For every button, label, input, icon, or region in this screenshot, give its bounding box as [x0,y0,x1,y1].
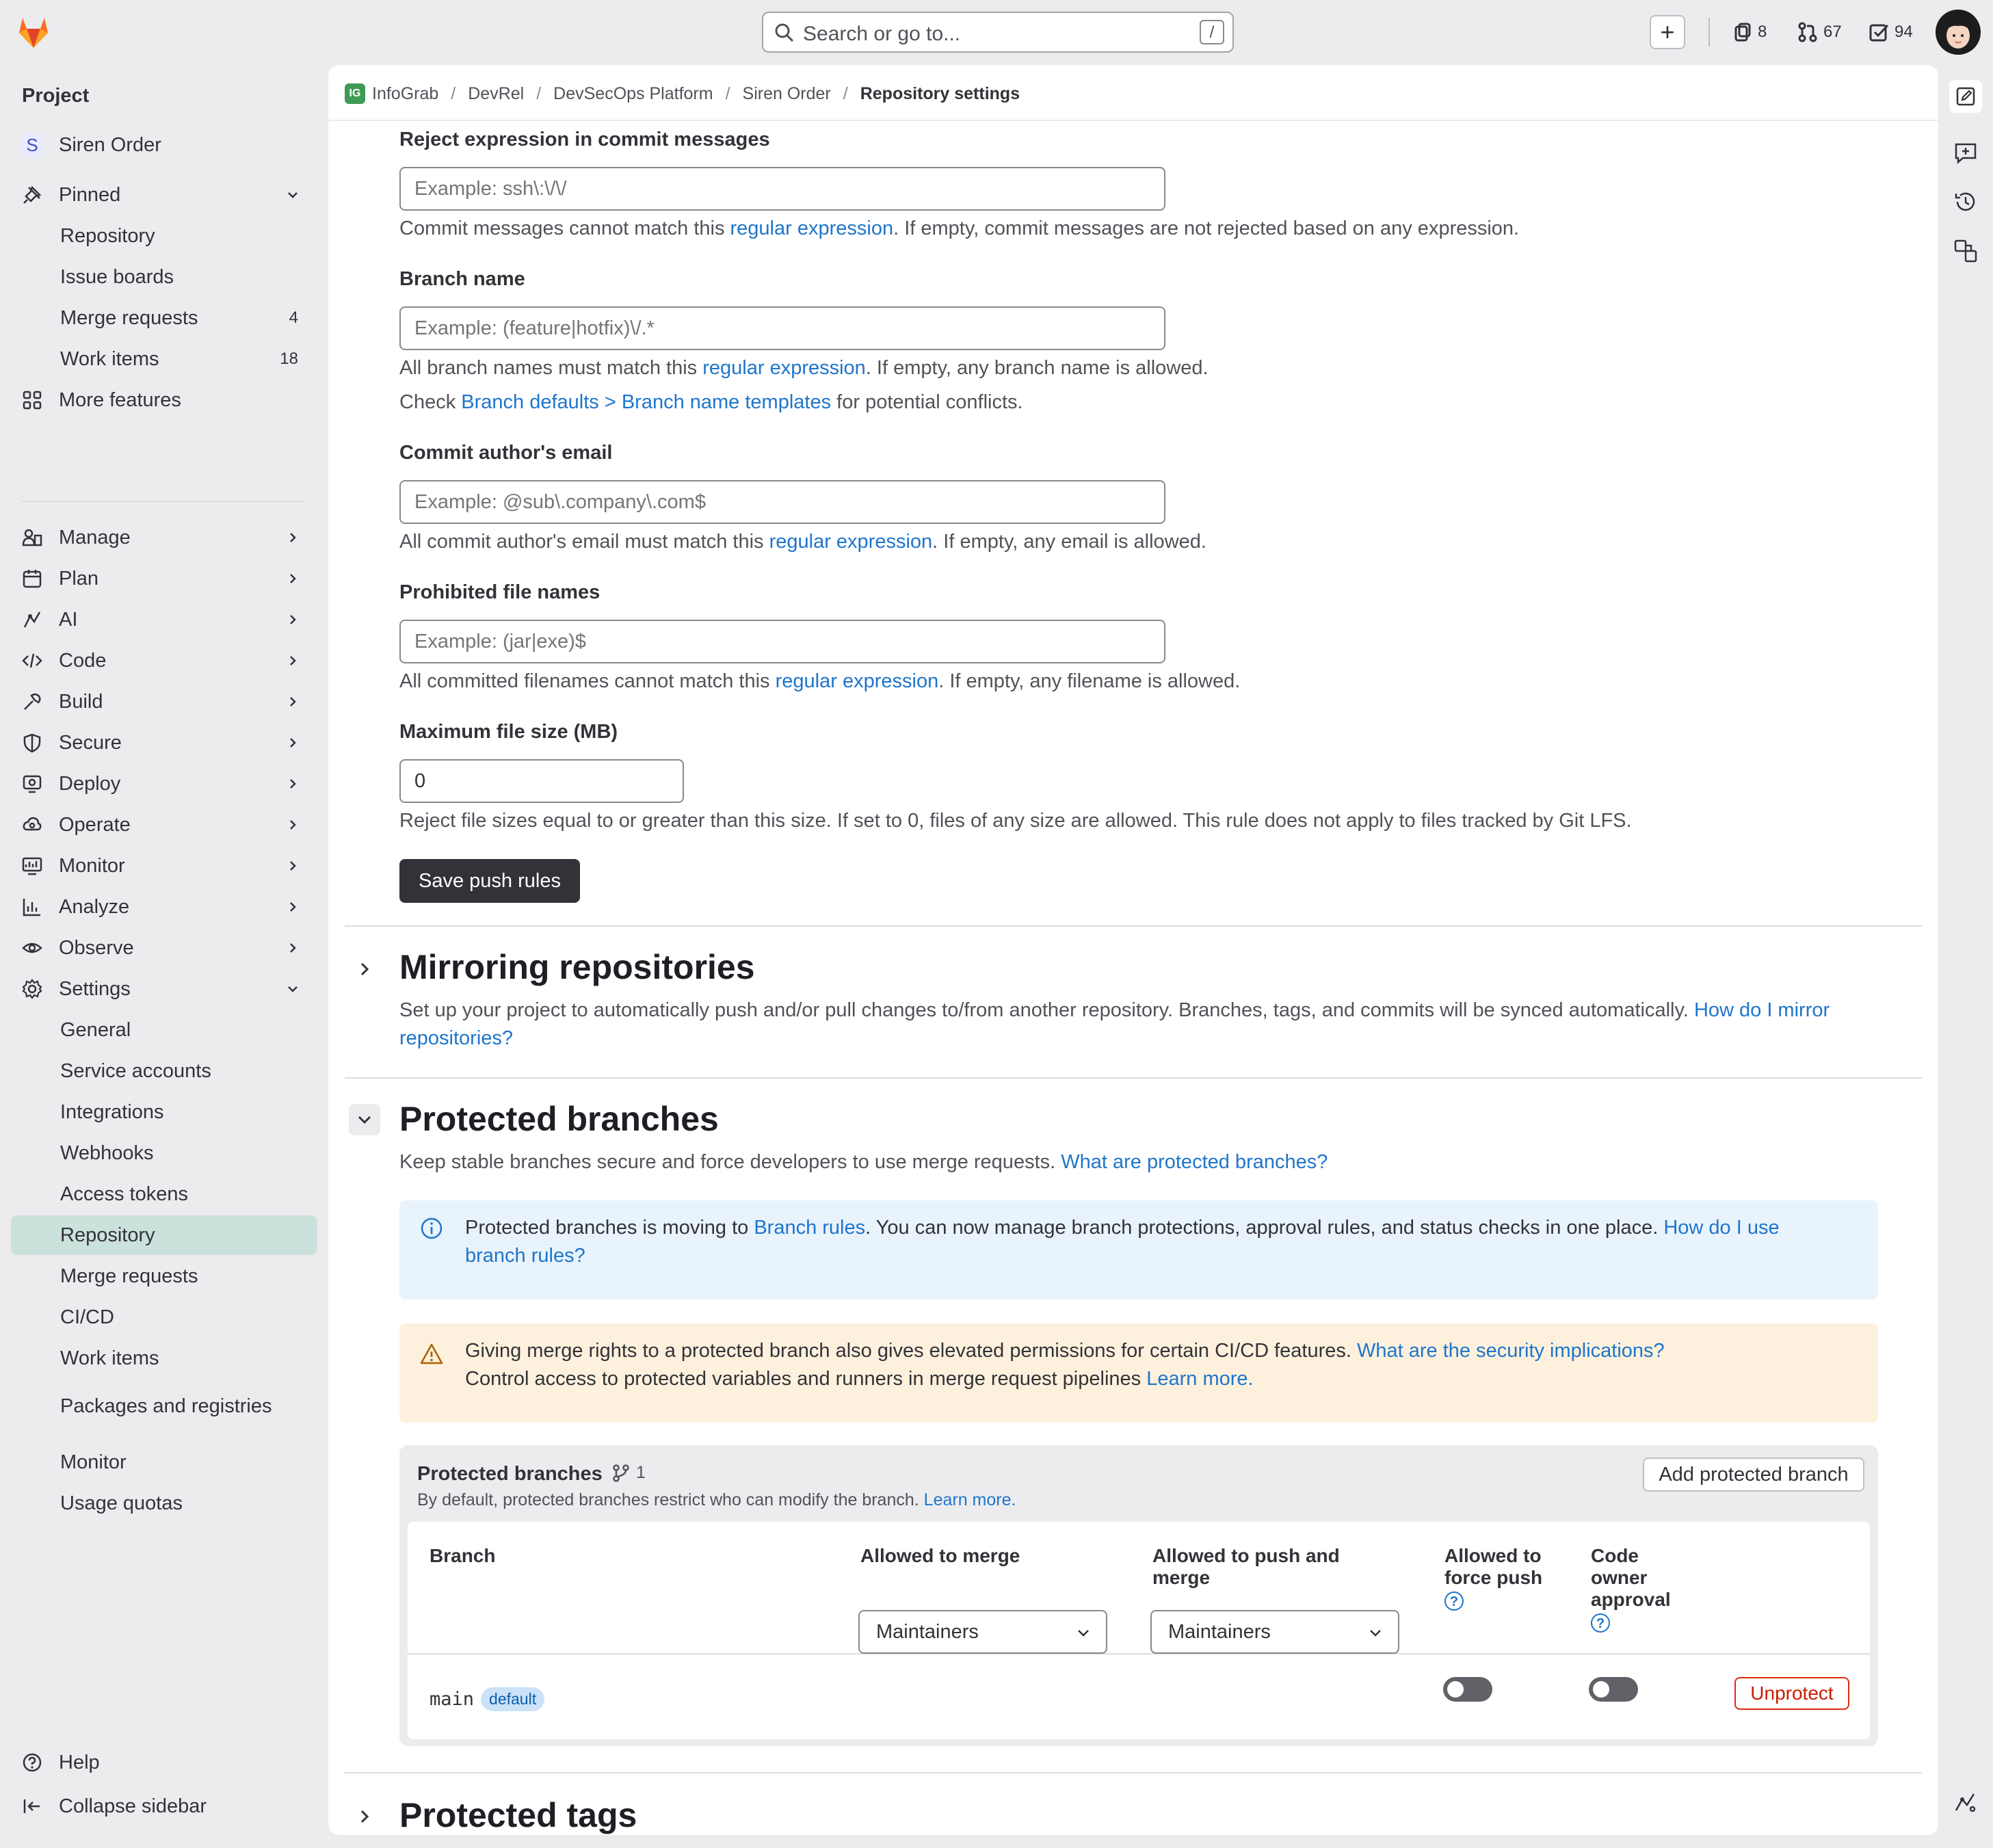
sidebar-item-ai[interactable] [11,600,317,639]
search-placeholder: Search or go to... [803,23,961,45]
help-icon[interactable]: ? [1591,1613,1610,1633]
sidebar-item-merge-requests-pinned[interactable] [11,298,317,338]
sidebar-item-access-tokens[interactable] [11,1174,317,1214]
help-text: All branch names must match this [399,357,703,379]
mirroring-expand-button[interactable] [349,953,380,985]
chevron-down-icon [1076,1625,1091,1640]
sidebar-item-cicd[interactable] [11,1297,317,1337]
table-divider [408,1653,1870,1654]
section-divider [345,1077,1922,1079]
protected-branches-card [399,1445,1878,1746]
chevron-right-icon [286,818,300,832]
sidebar-item-label: Help [59,1751,100,1773]
default-badge: default [481,1687,544,1711]
sidebar-item-label: Work items [60,347,159,370]
sidebar-item-label: Secure [59,731,122,754]
analyze-icon [21,895,44,919]
sidebar-item-label: Packages and registries [60,1395,272,1417]
force-push-toggle[interactable] [1443,1677,1492,1702]
help-text: . If empty, any branch name is allowed. [865,357,1209,379]
sidebar-divider [22,501,305,502]
regular-expression-link[interactable]: regular expression [769,531,933,553]
sidebar-item-label: Webhooks [60,1141,154,1164]
sidebar-item-label: Monitor [60,1451,127,1473]
mirroring-description [399,996,1904,1053]
protected-branches-description [399,1148,1904,1176]
branch-name[interactable]: main [430,1689,475,1710]
deploy-icon [21,772,44,795]
help-text: . If empty, any filename is allowed. [938,670,1241,692]
max-file-size-help: Reject file sizes equal to or greater than this size. If set to 0, files of any size are allowed. This rule does not apply to files tracked by Git LFS. [399,810,1632,832]
sidebar-item-label: Code [59,649,107,672]
branch-name-help-2 [399,391,1023,414]
breadcrumb-current[interactable]: Repository settings [860,83,1020,103]
sidebar-item-deploy[interactable] [11,764,317,804]
code-owner-approval-toggle[interactable] [1589,1677,1638,1702]
warning-alert [399,1323,1878,1423]
section-divider [345,1772,1922,1773]
reject-expression-help [399,217,1519,240]
sidebar-item-label: Settings [59,977,131,1000]
sidebar-item-merge-requests-settings[interactable] [11,1256,317,1296]
sidebar-item-monitor[interactable] [11,846,317,886]
sidebar-item-label: Access tokens [60,1183,188,1205]
help-text: All committed filenames cannot match this [399,670,776,692]
edit-icon[interactable] [1949,80,1982,113]
chevron-right-icon [286,777,300,791]
branch-name-label: Branch name [399,268,525,290]
branch-count-value: 1 [636,1463,646,1482]
project-avatar: S [21,133,44,157]
sidebar-item-label: Merge requests [60,306,198,329]
help-text: . If empty, commit messages are not rejected based on any expression. [893,217,1520,239]
toggle-knob [1593,1681,1609,1698]
sidebar-item-label: Observe [59,936,134,959]
help-text: . If empty, any email is allowed. [932,531,1206,553]
branch-icon [611,1464,631,1483]
branch-name-templates-link[interactable]: Branch defaults > Branch name templates [461,391,832,413]
breadcrumb-divider [328,120,1938,121]
create-new-button[interactable] [1650,15,1685,49]
breadcrumb [345,80,1020,107]
sidebar-item-repository-settings[interactable] [11,1215,317,1255]
warning-icon [420,1343,443,1366]
eye-icon [21,936,44,960]
regular-expression-link[interactable]: regular expression [730,217,894,239]
sidebar-item-label: CI/CD [60,1306,114,1328]
chevron-down-icon [1368,1625,1383,1640]
plus-icon: + [1660,18,1675,46]
todo-icon [1869,22,1889,42]
branch-count [611,1463,646,1483]
sidebar-item-label: Issue boards [60,265,174,288]
issues-count: 8 [1758,23,1767,41]
sidebar-more-features[interactable] [11,380,317,420]
sidebar-item-settings[interactable] [11,969,317,1009]
table-row-branch-cell [430,1687,544,1711]
sidebar-item-operate[interactable] [11,805,317,845]
description-text: Set up your project to automatically push and/or pull changes to/from another repository. Branches, tags, and commits will be synced automatically. [399,999,1694,1021]
sidebar-item-label: Service accounts [60,1059,211,1082]
manage-icon [21,526,44,549]
sidebar-item-work-items-settings[interactable] [11,1338,317,1378]
alert-text: . You can now manage branch protections, approval rules, and status checks in one place. [865,1217,1664,1239]
sidebar-item-label: Operate [59,813,131,836]
column-header-text: Allowed to force push [1444,1545,1543,1588]
author-email-label: Commit author's email [399,442,613,464]
prohibited-file-names-help [399,670,1240,693]
chevron-right-icon [286,859,300,873]
unprotect-button[interactable]: Unprotect [1734,1677,1849,1710]
branch-name-help [399,357,1209,380]
info-alert [399,1200,1878,1299]
reject-expression-label: Reject expression in commit messages [399,129,770,150]
dropdown-value: Maintainers [876,1621,979,1643]
search-icon [774,23,795,43]
protected-branches-title: Protected branches [399,1100,719,1138]
breadcrumb-infograb[interactable]: InfoGrab [372,83,439,103]
help-text: All commit author's email must match this [399,531,769,553]
sidebar-collapse[interactable] [11,1786,317,1826]
chevron-right-icon [286,900,300,914]
info-alert-text [465,1214,1837,1270]
dropdown-value: Maintainers [1168,1621,1271,1643]
plan-icon [21,567,44,590]
history-icon[interactable] [1952,188,1979,215]
mirroring-help-link[interactable]: How do I mirror repositories? [399,999,1830,1049]
save-push-rules-button[interactable]: Save push rules [399,859,580,903]
code-icon [21,649,44,672]
regular-expression-link[interactable]: regular expression [702,357,866,379]
description-text: Keep stable branches secure and force developers to use merge requests. [399,1151,1061,1173]
prohibited-file-names-input[interactable] [399,620,1165,663]
sidebar-item-label: More features [59,388,181,411]
sidebar-item-analyze[interactable] [11,887,317,927]
help-text: Commit messages cannot match this [399,217,730,239]
grid-icon [21,388,44,412]
operate-icon [21,813,44,836]
sidebar-item-label: AI [59,608,78,631]
duo-chat-icon[interactable] [1952,1788,1979,1816]
column-header-branch: Branch [430,1545,496,1566]
top-bar [0,0,1993,65]
branch-name-input[interactable] [399,306,1165,350]
chevron-right-icon [286,531,300,544]
info-icon [420,1217,443,1240]
sidebar-item-service-accounts[interactable] [11,1051,317,1091]
right-rail [1938,65,1993,1848]
topbar-divider [1708,18,1710,47]
sidebar-item-integrations[interactable] [11,1092,317,1132]
chevron-right-icon [286,654,300,668]
reject-expression-input[interactable] [399,167,1165,211]
sidebar-item-label: Analyze [59,895,130,918]
sidebar-item-monitor-settings[interactable] [11,1442,317,1482]
sidebar-item-label: Plan [59,567,99,590]
collapse-sidebar-icon [21,1795,44,1818]
alert-text: Control access to protected variables and runners in merge request pipelines [465,1368,1147,1390]
sidebar-item-count: 4 [289,308,298,327]
ai-icon [21,608,44,631]
card-description-text: By default, protected branches restrict who can modify the branch. [417,1490,924,1509]
card-description [417,1490,1016,1510]
gitlab-logo-icon[interactable] [15,14,52,51]
todos-button[interactable] [1869,15,1913,49]
breadcrumb-devrel[interactable]: DevRel [468,83,525,103]
prohibited-file-names-label: Prohibited file names [399,581,600,603]
breadcrumb-separator: / [451,83,456,103]
group-avatar-icon: IG [345,83,365,104]
user-avatar[interactable] [1936,10,1981,55]
sidebar-item-label: Merge requests [60,1265,198,1287]
protected-tags-title: Protected tags [399,1796,637,1834]
merge-requests-count: 67 [1823,23,1842,41]
column-header-text: Code owner approval [1591,1545,1671,1610]
column-header-code-owner-approval [1591,1545,1687,1633]
pinned-label: Pinned [59,183,121,206]
card-learn-more-link[interactable]: Learn more. [923,1490,1016,1509]
sidebar [0,65,328,1848]
chevron-down-icon [286,188,300,202]
sidebar-item-repository-pinned[interactable] [11,216,317,256]
pin-icon [21,183,44,207]
sidebar-item-label: Monitor [59,854,125,877]
max-file-size-label: Maximum file size (MB) [399,721,618,743]
sidebar-help[interactable] [11,1743,317,1782]
merge-request-icon [1797,22,1818,42]
regular-expression-link[interactable]: regular expression [775,670,939,692]
chevron-right-icon [286,941,300,955]
chevron-right-icon [286,695,300,709]
help-text: Check [399,391,462,413]
issues-button[interactable] [1733,15,1767,49]
sidebar-item-label: Repository [60,1224,155,1246]
avatar-image [1936,10,1981,55]
protected-branches-table [408,1522,1870,1739]
help-icon[interactable]: ? [1444,1592,1464,1611]
sidebar-item-general[interactable] [11,1010,317,1050]
chevron-right-icon [286,613,300,626]
comment-icon[interactable] [1952,139,1979,166]
alert-text: Protected branches is moving to [465,1217,754,1239]
sidebar-item-plan[interactable] [11,559,317,598]
build-icon [21,690,44,713]
section-divider [345,925,1922,927]
project-name: Siren Order [59,133,161,156]
sidebar-item-label: Build [59,690,103,713]
sidebar-item-code[interactable] [11,641,317,681]
card-title: Protected branches [417,1463,603,1485]
branch-rules-link[interactable]: Branch rules [754,1217,866,1239]
chevron-down-icon [356,1111,373,1128]
protected-branches-help-link[interactable]: What are protected branches? [1061,1151,1328,1173]
monitor-icon [21,854,44,877]
column-header-allowed-to-force-push [1444,1545,1561,1611]
warning-alert-text [465,1337,1837,1393]
search-shortcut-key: / [1200,20,1224,44]
sidebar-project-link[interactable] [11,125,317,165]
security-implications-link[interactable]: What are the security implications? [1357,1340,1665,1362]
sidebar-item-label: Integrations [60,1100,164,1123]
column-header-allowed-to-merge: Allowed to merge [860,1545,1020,1566]
sidebar-item-label: Repository [60,224,155,247]
help-text: for potential conflicts. [831,391,1023,413]
breadcrumb-separator: / [843,83,848,103]
issues-icon [1733,23,1752,42]
allowed-to-merge-dropdown[interactable] [858,1610,1107,1654]
sidebar-item-label: Manage [59,526,131,549]
sidebar-item-observe[interactable] [11,928,317,968]
chevron-right-icon [356,1808,373,1825]
sidebar-item-label: Deploy [59,772,121,795]
sidebar-item-issue-boards[interactable] [11,257,317,297]
sidebar-item-label: Collapse sidebar [59,1795,207,1817]
branch-rules-help-link[interactable]: How do I use branch rules? [465,1217,1780,1267]
chevron-right-icon [356,961,373,977]
allowed-to-push-dropdown[interactable] [1150,1610,1399,1654]
snippet-icon[interactable] [1952,237,1979,265]
sidebar-item-label: General [60,1018,131,1041]
sidebar-item-webhooks[interactable] [11,1133,317,1173]
sidebar-item-build[interactable] [11,682,317,722]
chevron-right-icon [286,572,300,585]
sidebar-item-work-items-pinned[interactable] [11,339,317,379]
learn-more-link[interactable]: Learn more. [1146,1368,1254,1390]
sidebar-item-packages-registries[interactable] [11,1380,317,1433]
toggle-knob [1447,1681,1464,1698]
breadcrumb-separator: / [725,83,730,103]
sidebar-context-title: Project [22,85,90,107]
breadcrumb-devsecops-platform[interactable]: DevSecOps Platform [553,83,713,103]
sidebar-item-count: 18 [280,349,298,368]
search-input[interactable] [762,12,1234,53]
author-email-help [399,531,1206,553]
merge-requests-button[interactable] [1797,15,1842,49]
breadcrumb-siren-order[interactable]: Siren Order [742,83,831,103]
mirroring-title: Mirroring repositories [399,948,755,986]
author-email-input[interactable] [399,480,1165,524]
column-header-allowed-to-push-and-merge: Allowed to push and merge [1152,1545,1340,1588]
max-file-size-input[interactable]: 0 [399,759,684,803]
shield-icon [21,731,44,754]
chevron-down-icon [286,982,300,996]
sidebar-item-usage-quotas[interactable] [11,1483,317,1523]
todos-count: 94 [1895,23,1913,41]
protected-branches-collapse-button[interactable] [349,1104,380,1135]
help-icon [21,1751,44,1774]
sidebar-item-manage[interactable] [11,518,317,557]
sidebar-item-label: Usage quotas [60,1492,183,1514]
add-protected-branch-button[interactable]: Add protected branch [1643,1457,1864,1492]
sidebar-item-secure[interactable] [11,723,317,763]
sidebar-item-label: Work items [60,1347,159,1369]
alert-text: Giving merge rights to a protected branch also gives elevated permissions for certain CI/CD features. [465,1340,1357,1362]
breadcrumb-separator: / [536,83,542,103]
chevron-right-icon [286,736,300,750]
protected-tags-expand-button[interactable] [349,1801,380,1832]
gear-icon [21,977,44,1001]
sidebar-pinned-toggle[interactable] [11,175,317,215]
